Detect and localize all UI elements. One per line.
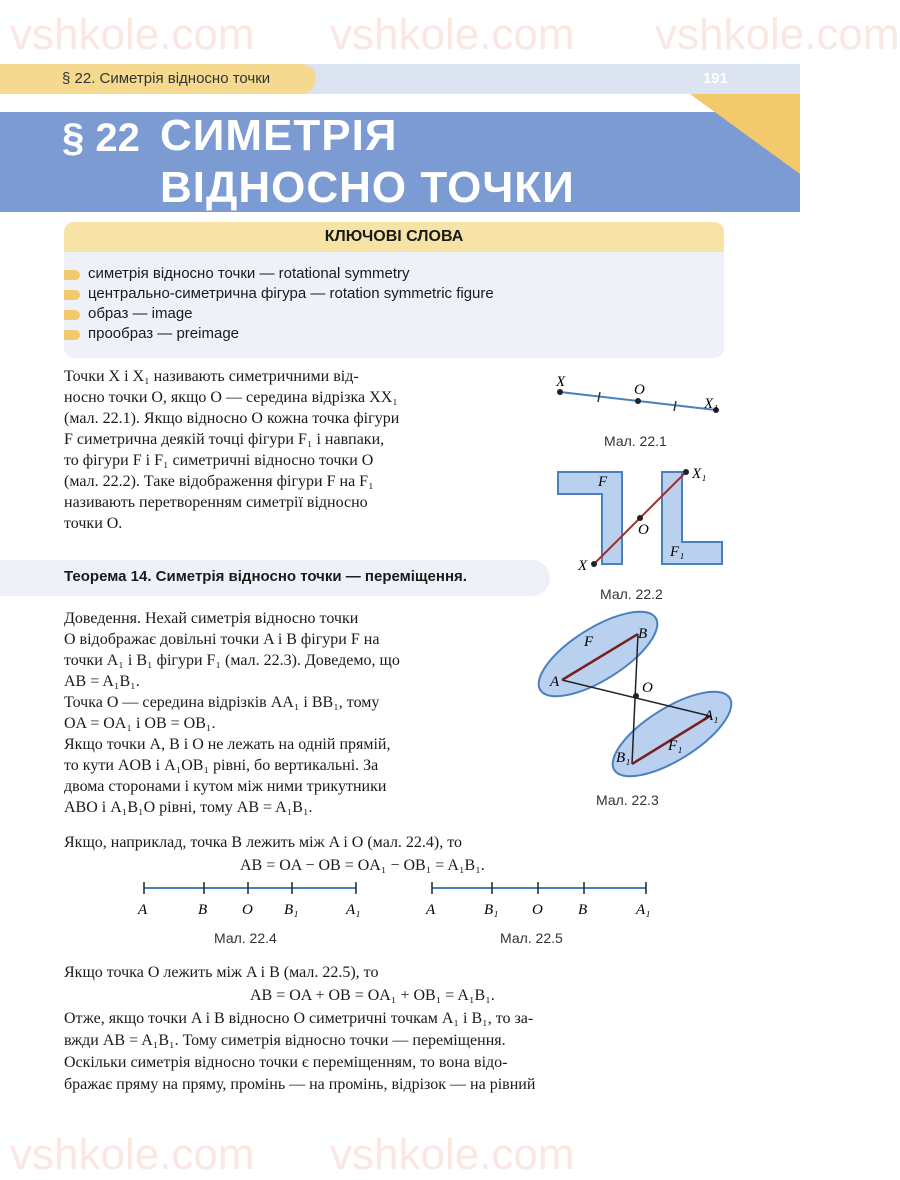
running-head (0, 64, 316, 94)
keyword-item: центрально-симетрична фігура — rotation symmetric figure (88, 285, 494, 302)
figure-22-4 (130, 878, 370, 922)
point-o (633, 693, 639, 699)
text-line: вжди AB = A₁B₁. Тому симетрія відносно точки — переміщення. (64, 1032, 506, 1049)
label-b: B (638, 626, 648, 642)
point-x (591, 561, 597, 567)
label-a1: A₁ (704, 708, 719, 724)
label-a1: A₁ (346, 902, 361, 918)
watermark: vshkole.com (330, 1130, 575, 1179)
theorem-box (0, 560, 550, 596)
text-line: то кути AOB і A₁OB₁ рівні, бо вертикальні. За (64, 757, 379, 774)
text-line: Точки X і X₁ називають симетричними від- (64, 368, 359, 385)
point-o (637, 515, 643, 521)
text-line: Якщо точки A, B і O не лежать на одній прямій, (64, 736, 391, 753)
text-line: Точка O — середина відрізків AA₁ і BB₁, тому (64, 694, 380, 711)
label-a: A (138, 902, 148, 918)
label-f: F (584, 634, 594, 650)
label-o: O (532, 902, 543, 918)
label-o: O (634, 382, 645, 398)
text-line: OA = OA₁ і OB = OB₁. (64, 715, 216, 732)
label-a1: A₁ (636, 902, 651, 918)
keyword-item: образ — image (88, 305, 193, 322)
section-number: § 22 (62, 116, 140, 160)
page-title (160, 110, 575, 214)
title-corner-decoration (690, 94, 800, 174)
title-line-1: СИМЕТРІЯ (160, 111, 398, 160)
label-o: O (642, 680, 653, 696)
text-line: O відображає довільні точки A і B фігури F на (64, 631, 380, 648)
label-a: A (426, 902, 436, 918)
tick-mark (674, 401, 676, 411)
label-b1: B₁ (484, 902, 499, 918)
label-b1: B₁ (284, 902, 299, 918)
text-line: бражає пряму на пряму, промінь — на промінь, відрізок — на рівний (64, 1076, 536, 1093)
text-line: Оскільки симетрія відносно точки є переміщенням, то вона відо- (64, 1054, 508, 1071)
bullet-icon (64, 330, 80, 340)
formula: AB = OA − OB = OA₁ − OB₁ = A₁B₁. (240, 857, 485, 874)
watermark: vshkole.com (10, 10, 255, 59)
text-line: ABO і A₁B₁O рівні, тому AB = A₁B₁. (64, 799, 313, 816)
figure-f-shape (558, 472, 622, 564)
figure-f1-ellipse (601, 676, 744, 792)
bullet-icon (64, 270, 80, 280)
label-a: A (550, 674, 560, 690)
point-x1 (683, 469, 689, 475)
running-head-text: § 22. Симетрія відносно точки (62, 70, 271, 87)
bullet-icon (64, 290, 80, 300)
point-o (635, 398, 641, 404)
section-number-badge (0, 112, 148, 172)
text-line: то фігури F і F₁ симетричні відносно точки O (64, 452, 374, 469)
figure-caption: Мал. 22.4 (214, 930, 277, 946)
label-x1: X₁ (704, 396, 719, 412)
title-line-2: ВІДНОСНО ТОЧКИ (160, 163, 575, 212)
keyword-item: симетрія відносно точки — rotational symmetry (88, 265, 410, 282)
figure-caption: Мал. 22.1 (604, 433, 667, 449)
formula: AB = OA + OB = OA₁ + OB₁ = A₁B₁. (250, 987, 495, 1004)
figure-caption: Мал. 22.2 (600, 586, 663, 602)
text-line: AB = A₁B₁. (64, 673, 140, 690)
figure-22-1 (548, 368, 738, 428)
text-line: Якщо, наприклад, точка B лежить між A і O (мал. 22.4), то (64, 834, 463, 851)
watermark: vshkole.com (330, 10, 575, 59)
label-f1: F₁ (668, 738, 683, 754)
theorem-text: Теорема 14. Симетрія відносно точки — переміщення. (64, 568, 467, 585)
figure-22-2 (550, 462, 730, 586)
label-x: X (578, 558, 588, 574)
figure-22-3 (536, 612, 736, 788)
text-line: точки O. (64, 515, 123, 532)
text-line: носно точки O, якщо O — середина відрізка XX₁ (64, 389, 398, 406)
proof-paragraph (64, 608, 534, 818)
bullet-icon (64, 310, 80, 320)
watermark: vshkole.com (655, 10, 900, 59)
label-f: F (598, 474, 608, 490)
text-line: називають перетворенням симетрії відносно (64, 494, 368, 511)
label-b: B (578, 902, 588, 918)
text-line: (мал. 22.2). Таке відображення фігури F на F₁ (64, 473, 374, 490)
text-line: F симетрична деякій точці фігури F₁ і навпаки, (64, 431, 385, 448)
label-x: X (556, 374, 566, 390)
keywords-heading-text: КЛЮЧОВІ СЛОВА (324, 228, 464, 245)
label-x1: X₁ (692, 466, 707, 482)
page-number: 191 (702, 70, 728, 87)
text-line: Отже, якщо точки A і B відносно O симетричні точкам A₁ і B₁, то за- (64, 1010, 534, 1027)
label-b1: B₁ (616, 750, 631, 766)
label-o: O (242, 902, 253, 918)
figure-caption: Мал. 22.3 (596, 792, 659, 808)
text-line: двома сторонами і кутом між ними трикутники (64, 778, 387, 795)
keyword-item: прообраз — preimage (88, 325, 240, 342)
figure-22-5 (418, 878, 658, 922)
label-f1: F₁ (670, 544, 685, 560)
watermark: vshkole.com (10, 1130, 255, 1179)
text-line: Якщо точка O лежить між A і B (мал. 22.5), то (64, 964, 379, 981)
label-b: B (198, 902, 208, 918)
tick-mark (598, 392, 600, 402)
keywords-heading (64, 222, 724, 252)
figure-caption: Мал. 22.5 (500, 930, 563, 946)
text-line: (мал. 22.1). Якщо відносно O кожна точка фігури (64, 410, 400, 427)
label-o: O (638, 522, 649, 538)
intro-paragraph (64, 366, 536, 534)
text-line: Доведення. Нехай симетрія відносно точки (64, 610, 359, 627)
text-line: точки A₁ і B₁ фігури F₁ (мал. 22.3). Доведемо, що (64, 652, 400, 669)
